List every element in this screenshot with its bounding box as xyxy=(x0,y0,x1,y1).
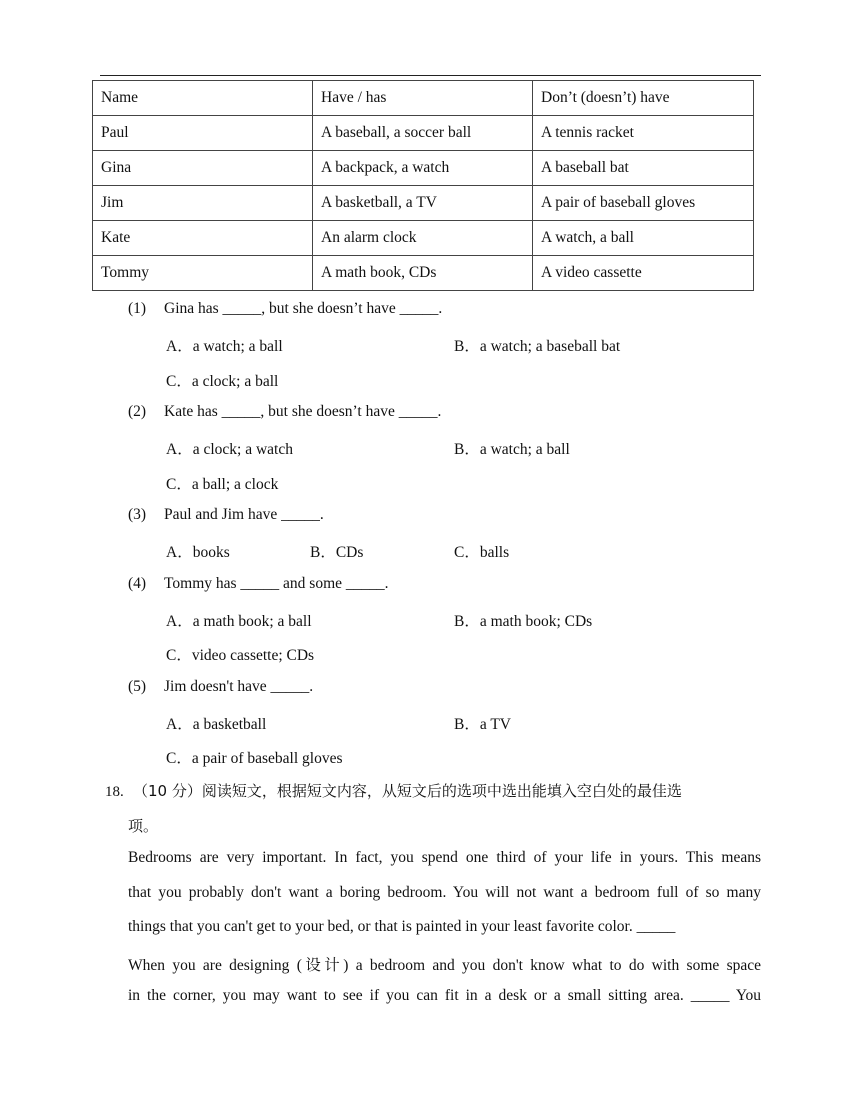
passage-line: things that you can't get to your bed, or that is painted in your least favorite color. _____ xyxy=(128,918,676,935)
table-cell: Paul xyxy=(93,116,313,151)
header-rule xyxy=(100,75,761,76)
option-c: C．balls xyxy=(454,544,510,561)
table-cell: A baseball bat xyxy=(533,151,754,186)
question-5 xyxy=(128,678,313,696)
table-cell: A math book, CDs xyxy=(313,256,533,291)
option-c: C．a clock; a ball xyxy=(166,373,279,390)
option-a: A．a watch; a ball xyxy=(166,338,283,355)
table-cell: Jim xyxy=(93,186,313,221)
option-a: A．a math book; a ball xyxy=(166,613,312,630)
table-cell: A baseball, a soccer ball xyxy=(313,116,533,151)
question-4 xyxy=(128,575,389,593)
table-cell: Kate xyxy=(93,221,313,256)
option-c: C．a ball; a clock xyxy=(166,476,279,493)
section-instruction: （10 分）阅读短文，根据短文内容，从短文后的选项中选出能填入空白处的最佳选 xyxy=(133,782,682,800)
question-1 xyxy=(128,300,442,318)
question-number: (4) xyxy=(128,575,147,592)
section-instruction-continued: 项。 xyxy=(128,817,159,835)
question-number: (1) xyxy=(128,300,147,317)
passage-line: that you probably don't want a boring bedroom. You will not want a bedroom full of so many xyxy=(128,884,761,901)
question-2 xyxy=(128,403,441,421)
section-18-title xyxy=(105,780,765,801)
info-table xyxy=(92,80,754,291)
table-cell: A backpack, a watch xyxy=(313,151,533,186)
question-text: Tommy has _____ and some _____. xyxy=(164,575,389,592)
table-row xyxy=(93,186,754,221)
table-cell: A basketball, a TV xyxy=(313,186,533,221)
table-cell: A tennis racket xyxy=(533,116,754,151)
option-a: A．books xyxy=(166,544,230,561)
question-number: (5) xyxy=(128,678,147,695)
question-text: Paul and Jim have _____. xyxy=(164,506,324,523)
table-row xyxy=(93,221,754,256)
table-row xyxy=(93,256,754,291)
table-row xyxy=(93,151,754,186)
option-c: C．a pair of baseball gloves xyxy=(166,750,343,767)
question-text: Jim doesn't have _____. xyxy=(164,678,314,695)
option-b: B．a math book; CDs xyxy=(454,613,593,630)
question-text: Kate has _____, but she doesn’t have _____. xyxy=(164,403,442,420)
option-b: B．a TV xyxy=(454,716,511,733)
option-a: A．a clock; a watch xyxy=(166,441,293,458)
option-b: B．a watch; a ball xyxy=(454,441,570,458)
section-number: 18. xyxy=(105,784,124,800)
option-b: B．CDs xyxy=(310,544,364,561)
passage-line: Bedrooms are very important. In fact, you spend one third of your life in yours. This means xyxy=(128,849,761,866)
question-number: (3) xyxy=(128,506,147,523)
table-row xyxy=(93,116,754,151)
passage-line: in the corner, you may want to see if you can fit in a desk or a small sitting area. _____ You xyxy=(128,987,761,1004)
question-number: (2) xyxy=(128,403,147,420)
table-cell: A pair of baseball gloves xyxy=(533,186,754,221)
table-cell: Tommy xyxy=(93,256,313,291)
table-cell: A video cassette xyxy=(533,256,754,291)
question-text: Gina has _____, but she doesn’t have _____. xyxy=(164,300,443,317)
question-3 xyxy=(128,506,324,524)
table-cell: Gina xyxy=(93,151,313,186)
table-header-cell: Don’t (doesn’t) have xyxy=(533,81,754,116)
table-header-cell: Have / has xyxy=(313,81,533,116)
passage-line: When you are designing (设计) a bedroom and you don't know what to do with some space xyxy=(128,957,761,974)
table-header-cell: Name xyxy=(93,81,313,116)
table-cell: An alarm clock xyxy=(313,221,533,256)
option-c: C．video cassette; CDs xyxy=(166,647,315,664)
table-header-row xyxy=(93,81,754,116)
option-b: B．a watch; a baseball bat xyxy=(454,338,621,355)
option-a: A．a basketball xyxy=(166,716,267,733)
table-cell: A watch, a ball xyxy=(533,221,754,256)
